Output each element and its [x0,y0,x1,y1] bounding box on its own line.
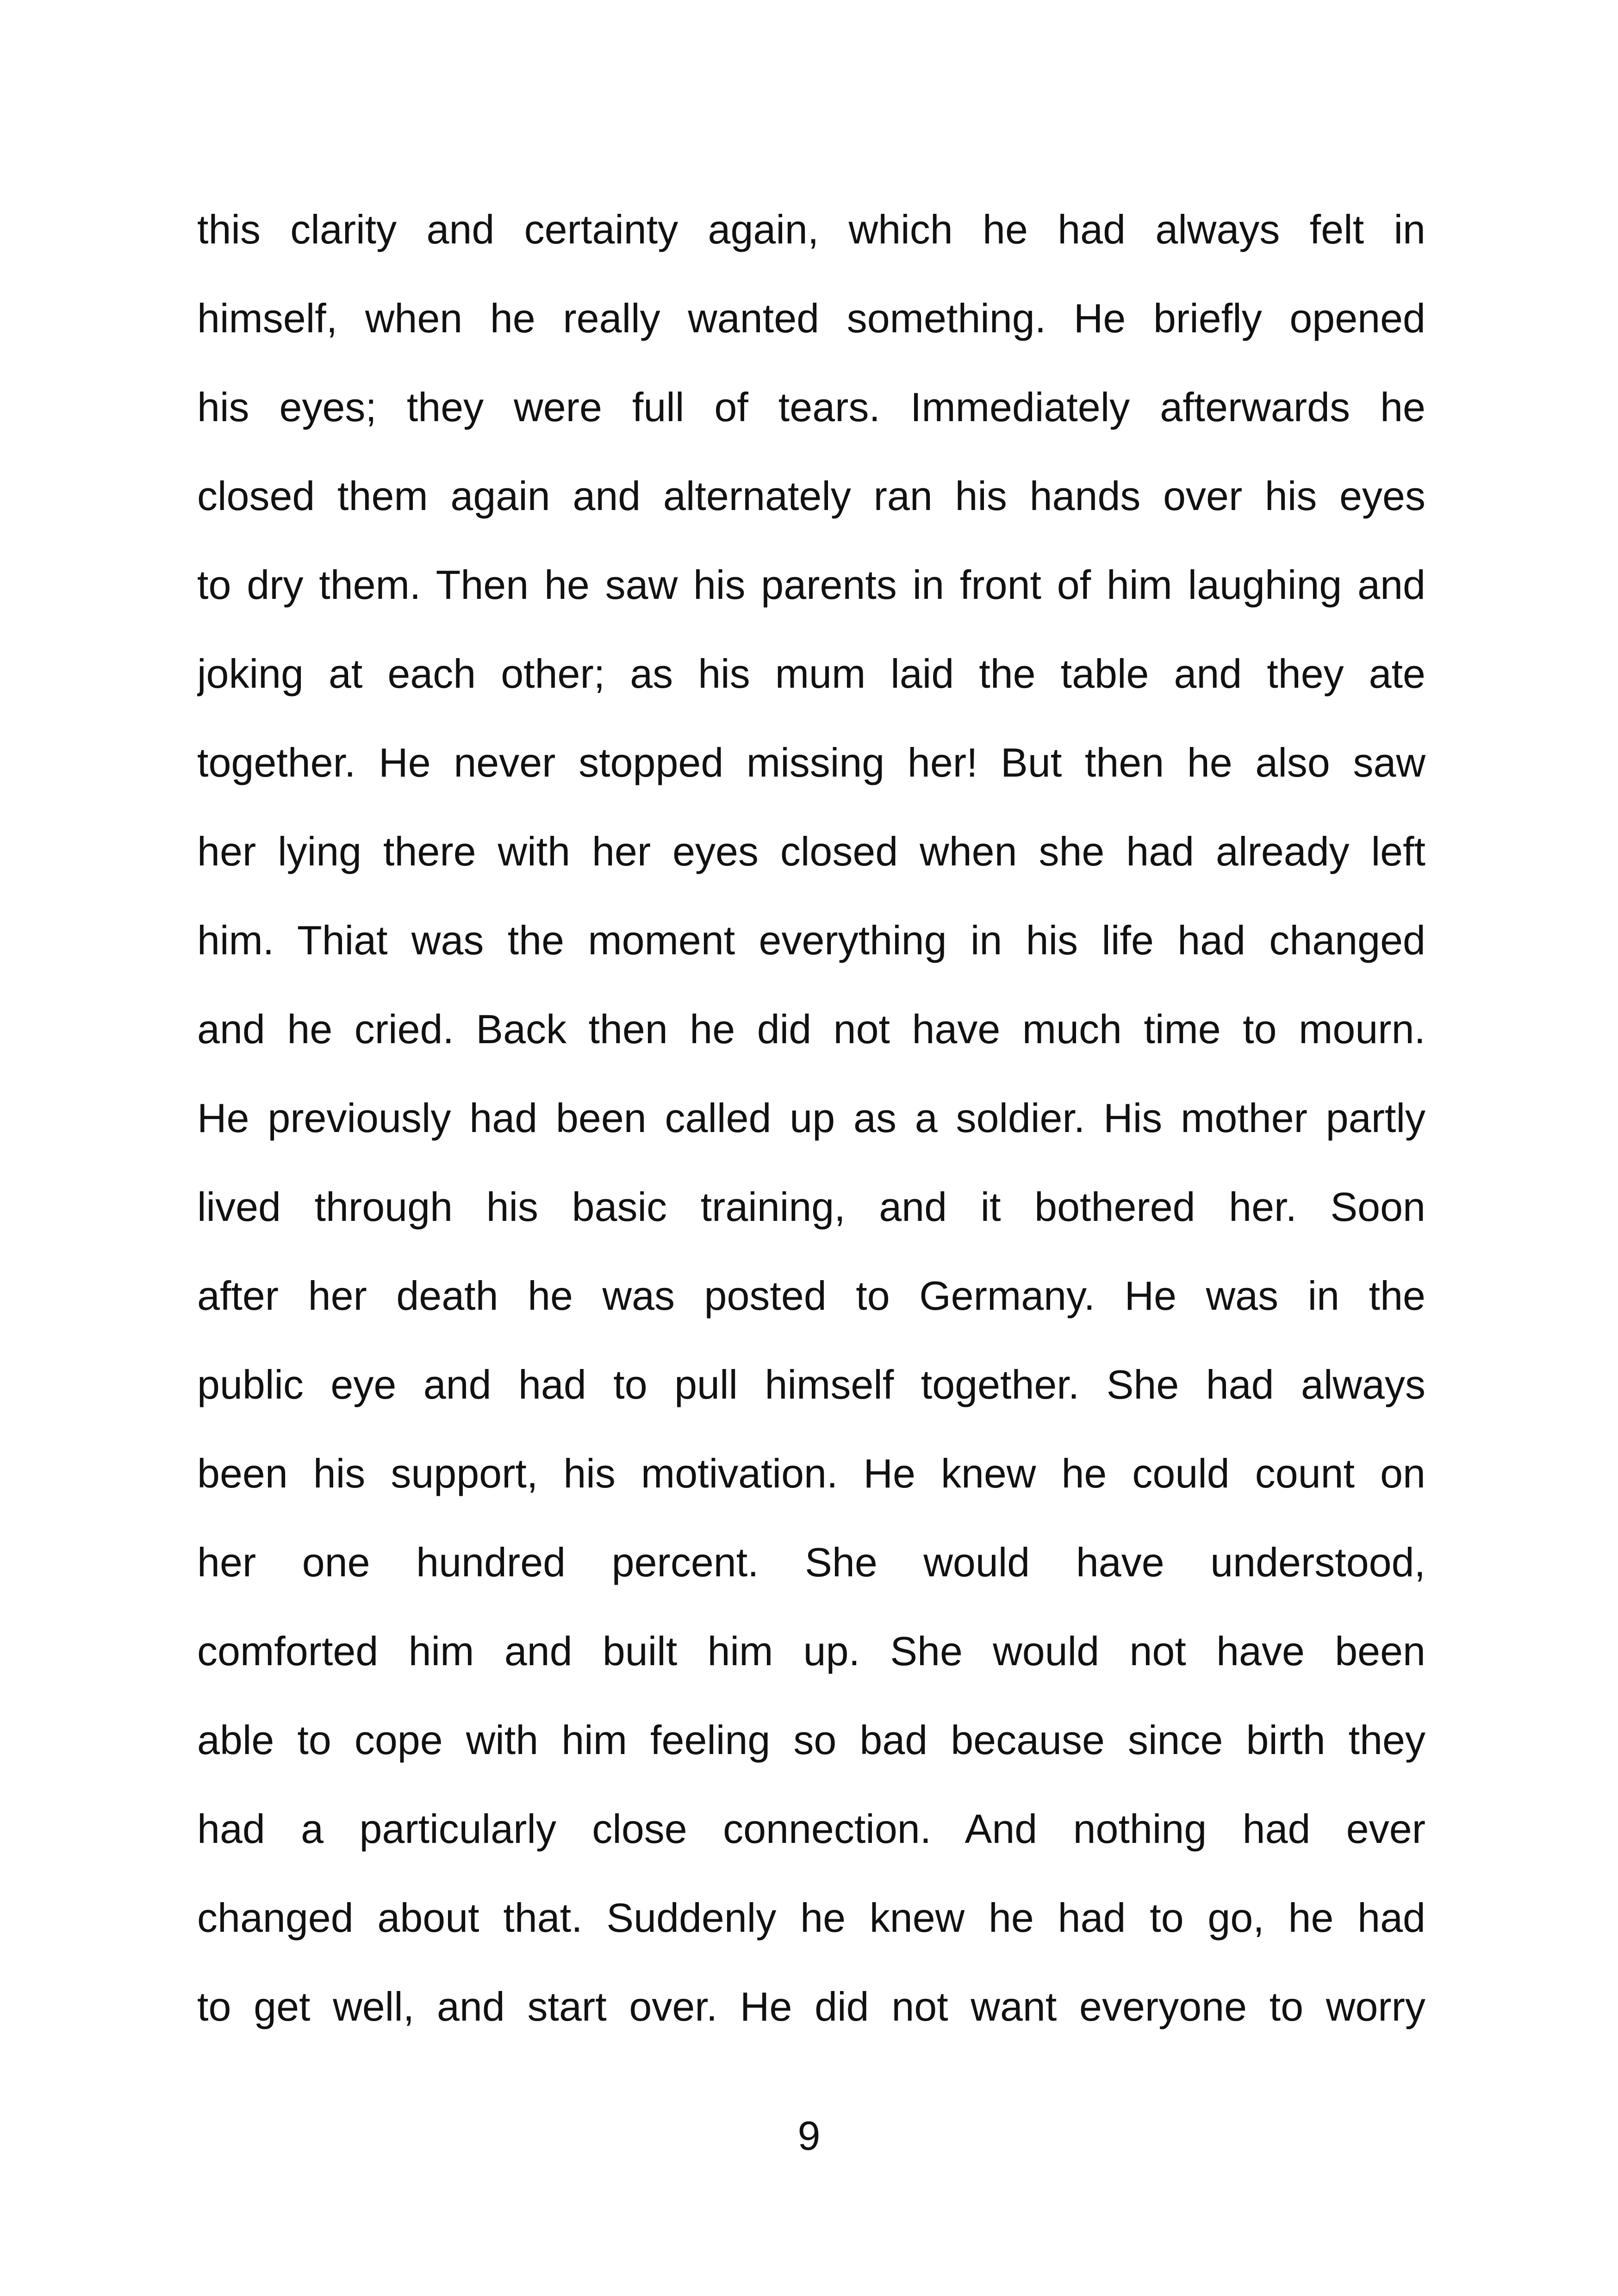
page-number: 9 [797,2113,821,2159]
text-line: public eye and had to pull himself together. She had always [197,1362,1425,1407]
text-line: closed them again and alternately ran his hands over his eyes [197,473,1425,519]
text-line: him. Thiat was the moment everything in his life had changed [197,917,1425,963]
text-line: able to cope with him feeling so bad because since birth they [197,1717,1425,1763]
text-line: her lying there with her eyes closed when she had already left [197,828,1425,874]
text-line: and he cried. Back then he did not have much time to mourn. [197,1006,1425,1052]
text-line: her one hundred percent. She would have understood, [197,1539,1425,1585]
text-line: comforted him and built him up. She would not have been [197,1628,1425,1674]
text-line: himself, when he really wanted something. He briefly opened [197,295,1425,341]
text-line: changed about that. Suddenly he knew he had to go, he had [197,1895,1425,1941]
text-line: this clarity and certainty again, which he had always felt in [197,206,1425,252]
text-line: together. He never stopped missing her! But then he also saw [197,740,1425,785]
text-line: to get well, and start over. He did not want everyone to worry [197,1984,1425,2029]
text-line: after her death he was posted to Germany. He was in the [197,1273,1425,1319]
text-line: been his support, his motivation. He knew he could count on [197,1450,1425,1496]
text-line: his eyes; they were full of tears. Immediately afterwards he [197,384,1425,430]
text-line: joking at each other; as his mum laid the table and they ate [197,651,1425,697]
body-text [197,185,1425,2051]
text-line: He previously had been called up as a soldier. His mother partly [197,1095,1425,1141]
text-line: had a particularly close connection. And nothing had ever [197,1806,1425,1852]
text-line: lived through his basic training, and it bothered her. Soon [197,1184,1425,1230]
text-line: to dry them. Then he saw his parents in front of him laughing and [197,562,1425,608]
